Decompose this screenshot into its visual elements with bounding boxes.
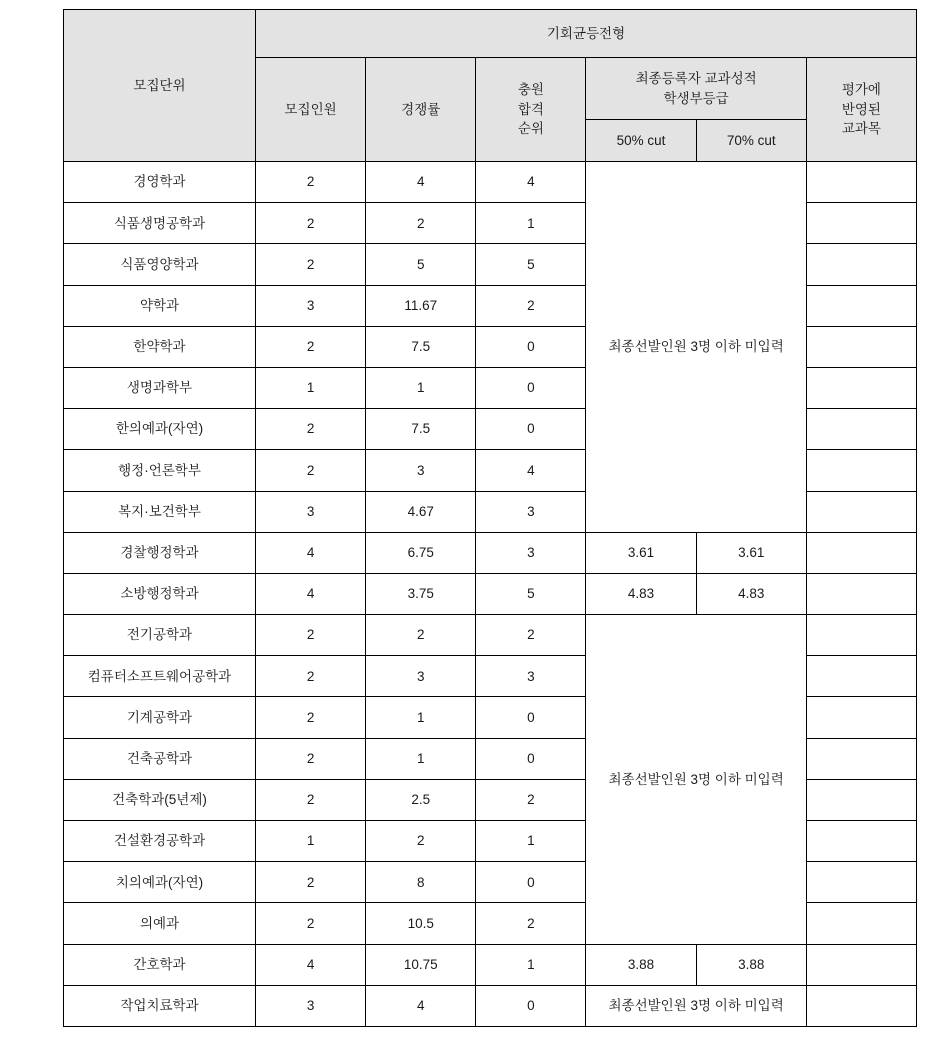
- cell-unit: 기계공학과: [64, 697, 256, 738]
- cell-additional-pass-rank: 4: [476, 162, 586, 203]
- cell-cut-70: 3.61: [696, 532, 806, 573]
- cell-ratio: 10.5: [366, 903, 476, 944]
- cell-quota: 2: [256, 203, 366, 244]
- cell-reflected-subjects: [806, 491, 916, 532]
- header-cut-70: 70% cut: [696, 120, 806, 162]
- cell-quota: 2: [256, 779, 366, 820]
- cell-ratio: 5: [366, 244, 476, 285]
- cell-additional-pass-rank: 0: [476, 367, 586, 408]
- cell-additional-pass-rank: 1: [476, 944, 586, 985]
- cell-reflected-subjects: [806, 615, 916, 656]
- cell-insufficient-note: 최종선발인원 3명 이하 미입력: [586, 615, 806, 945]
- cell-additional-pass-rank: 0: [476, 697, 586, 738]
- cell-unit: 소방행정학과: [64, 573, 256, 614]
- cell-reflected-subjects: [806, 162, 916, 203]
- cell-ratio: 7.5: [366, 326, 476, 367]
- cell-ratio: 11.67: [366, 285, 476, 326]
- header-subjects-line-3: 교과목: [841, 121, 881, 137]
- cell-reflected-subjects: [806, 203, 916, 244]
- cell-reflected-subjects: [806, 697, 916, 738]
- cell-unit: 행정·언론학부: [64, 450, 256, 491]
- header-additional-pass-rank: [476, 58, 586, 162]
- cell-unit: 식품생명공학과: [64, 203, 256, 244]
- cell-additional-pass-rank: 2: [476, 285, 586, 326]
- cell-ratio: 10.75: [366, 944, 476, 985]
- admissions-table: [63, 9, 917, 1027]
- header-quota: 모집인원: [256, 58, 366, 162]
- cell-additional-pass-rank: 0: [476, 738, 586, 779]
- cell-unit: 복지·보건학부: [64, 491, 256, 532]
- cell-quota: 4: [256, 573, 366, 614]
- cell-ratio: 7.5: [366, 409, 476, 450]
- table-row: [64, 532, 917, 573]
- table-row: [64, 162, 917, 203]
- cell-additional-pass-rank: 3: [476, 656, 586, 697]
- cell-quota: 1: [256, 367, 366, 408]
- cell-insufficient-note: 최종선발인원 3명 이하 미입력: [586, 162, 806, 533]
- cell-ratio: 8: [366, 862, 476, 903]
- cell-reflected-subjects: [806, 821, 916, 862]
- header-reflected-subjects: [806, 58, 916, 162]
- cell-reflected-subjects: [806, 367, 916, 408]
- cell-reflected-subjects: [806, 573, 916, 614]
- cell-ratio: 1: [366, 738, 476, 779]
- cell-quota: 2: [256, 615, 366, 656]
- cell-unit: 한의예과(자연): [64, 409, 256, 450]
- table-row: [64, 573, 917, 614]
- cell-cut-50: 3.61: [586, 532, 696, 573]
- cell-ratio: 6.75: [366, 532, 476, 573]
- cell-additional-pass-rank: 2: [476, 903, 586, 944]
- cell-ratio: 2: [366, 203, 476, 244]
- table-header: [64, 10, 917, 162]
- header-program: 기회균등전형: [256, 10, 917, 58]
- cell-ratio: 2: [366, 821, 476, 862]
- cell-unit: 건축학과(5년제): [64, 779, 256, 820]
- cell-reflected-subjects: [806, 409, 916, 450]
- table-row: [64, 615, 917, 656]
- cell-unit: 약학과: [64, 285, 256, 326]
- cell-ratio: 4.67: [366, 491, 476, 532]
- header-rank-line-2: 합격: [517, 101, 544, 117]
- header-grade-line-2: 학생부등급: [663, 90, 729, 106]
- cell-reflected-subjects: [806, 285, 916, 326]
- cell-additional-pass-rank: 4: [476, 450, 586, 491]
- cell-ratio: 4: [366, 985, 476, 1026]
- cell-reflected-subjects: [806, 326, 916, 367]
- header-rank-line-1: 충원: [517, 82, 544, 98]
- cell-reflected-subjects: [806, 779, 916, 820]
- cell-reflected-subjects: [806, 656, 916, 697]
- cell-additional-pass-rank: 1: [476, 821, 586, 862]
- cell-ratio: 2: [366, 615, 476, 656]
- cell-cut-70: 4.83: [696, 573, 806, 614]
- cell-quota: 2: [256, 862, 366, 903]
- cell-unit: 의예과: [64, 903, 256, 944]
- cell-ratio: 3: [366, 450, 476, 491]
- table-row: [64, 944, 917, 985]
- cell-ratio: 1: [366, 697, 476, 738]
- header-final-enrolled-grades: [586, 58, 806, 120]
- cell-unit: 건축공학과: [64, 738, 256, 779]
- cell-additional-pass-rank: 2: [476, 615, 586, 656]
- cell-additional-pass-rank: 0: [476, 326, 586, 367]
- cell-additional-pass-rank: 5: [476, 244, 586, 285]
- cell-quota: 2: [256, 697, 366, 738]
- header-row-top: [64, 10, 917, 58]
- cell-unit: 건설환경공학과: [64, 821, 256, 862]
- cell-unit: 식품영양학과: [64, 244, 256, 285]
- cell-quota: 4: [256, 944, 366, 985]
- table-row: [64, 985, 917, 1026]
- cell-ratio: 1: [366, 367, 476, 408]
- cell-additional-pass-rank: 0: [476, 409, 586, 450]
- cell-unit: 경찰행정학과: [64, 532, 256, 573]
- header-rank-line-3: 순위: [517, 121, 544, 137]
- cell-reflected-subjects: [806, 738, 916, 779]
- cell-quota: 3: [256, 985, 366, 1026]
- cell-additional-pass-rank: 2: [476, 779, 586, 820]
- cell-unit: 작업치료학과: [64, 985, 256, 1026]
- cell-quota: 2: [256, 326, 366, 367]
- cell-unit: 컴퓨터소프트웨어공학과: [64, 656, 256, 697]
- cell-ratio: 3.75: [366, 573, 476, 614]
- cell-additional-pass-rank: 3: [476, 491, 586, 532]
- header-grade-line-1: 최종등록자 교과성적: [635, 70, 757, 86]
- cell-reflected-subjects: [806, 944, 916, 985]
- cell-additional-pass-rank: 1: [476, 203, 586, 244]
- cell-unit: 치의예과(자연): [64, 862, 256, 903]
- cell-unit: 전기공학과: [64, 615, 256, 656]
- cell-quota: 2: [256, 244, 366, 285]
- cell-quota: 4: [256, 532, 366, 573]
- cell-additional-pass-rank: 0: [476, 985, 586, 1026]
- cell-reflected-subjects: [806, 532, 916, 573]
- cell-insufficient-note: 최종선발인원 3명 이하 미입력: [586, 985, 806, 1026]
- cell-cut-70: 3.88: [696, 944, 806, 985]
- cell-reflected-subjects: [806, 450, 916, 491]
- cell-quota: 3: [256, 285, 366, 326]
- header-subjects-line-1: 평가에: [841, 82, 881, 98]
- header-subjects-line-2: 반영된: [841, 101, 881, 117]
- cell-unit: 경영학과: [64, 162, 256, 203]
- cell-quota: 2: [256, 162, 366, 203]
- cell-quota: 3: [256, 491, 366, 532]
- cell-unit: 한약학과: [64, 326, 256, 367]
- cell-additional-pass-rank: 0: [476, 862, 586, 903]
- cell-cut-50: 3.88: [586, 944, 696, 985]
- cell-quota: 1: [256, 821, 366, 862]
- cell-cut-50: 4.83: [586, 573, 696, 614]
- header-cut-50: 50% cut: [586, 120, 696, 162]
- cell-ratio: 4: [366, 162, 476, 203]
- cell-quota: 2: [256, 656, 366, 697]
- cell-quota: 2: [256, 450, 366, 491]
- cell-reflected-subjects: [806, 862, 916, 903]
- header-unit: 모집단위: [64, 10, 256, 162]
- cell-additional-pass-rank: 5: [476, 573, 586, 614]
- cell-quota: 2: [256, 409, 366, 450]
- table-body: [64, 162, 917, 1027]
- cell-additional-pass-rank: 3: [476, 532, 586, 573]
- cell-unit: 생명과학부: [64, 367, 256, 408]
- cell-ratio: 3: [366, 656, 476, 697]
- cell-reflected-subjects: [806, 985, 916, 1026]
- cell-ratio: 2.5: [366, 779, 476, 820]
- cell-unit: 간호학과: [64, 944, 256, 985]
- cell-quota: 2: [256, 738, 366, 779]
- header-ratio: 경쟁률: [366, 58, 476, 162]
- cell-quota: 2: [256, 903, 366, 944]
- cell-reflected-subjects: [806, 244, 916, 285]
- cell-reflected-subjects: [806, 903, 916, 944]
